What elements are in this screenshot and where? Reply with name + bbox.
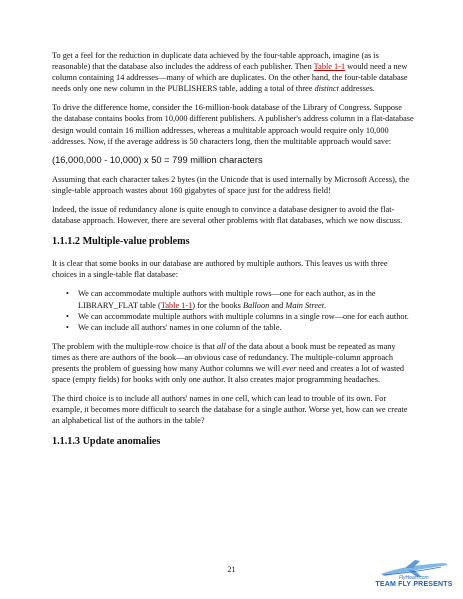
paragraph-multiple-row-problem — [52, 341, 414, 385]
emphasis-balloon: Balloon — [242, 300, 270, 310]
emphasis-ever: ever — [282, 363, 297, 373]
bullet-icon: • — [66, 311, 69, 321]
team-fly-caption: TEAM FLY PRESENTS — [375, 581, 453, 588]
text-segment: . — [324, 300, 327, 310]
choices-list — [52, 288, 414, 332]
text-segment: The problem with the multiple-row choice is that — [52, 341, 217, 351]
paragraph-third-choice: The third choice is to include all authors' names in one cell, which can lead to trouble of its own. For example, it becomes more difficult to search the database for a single author. Worse yet, how can we create an alphabetical list of the authors in the table? — [52, 394, 408, 426]
text-segment: would need a new column containing 14 addresses—many of which are duplicates. On the other hand, the four-table database needs only one new column in the PUBLISHERS table, adding a total of three — [52, 62, 408, 94]
table-1-1-link[interactable]: Table 1-1 — [313, 62, 346, 72]
paragraph-multiple-authors-intro: It is clear that some books in our database are authored by multiple authors. This leaves us with three choices in a single-table flat database: — [52, 259, 388, 280]
list-item — [66, 288, 414, 310]
bullet-icon: • — [66, 322, 69, 332]
list-item — [66, 311, 414, 322]
team-fly-logo — [375, 557, 453, 593]
page-number: 21 — [227, 565, 236, 574]
text-segment: need and creates a lot of wasted space (empty fields) for books with only one author. It also creates major programming headaches. — [52, 363, 405, 385]
list-item-text: We can accommodate multiple authors with multiple columns in a single row—one for each author. — [78, 311, 409, 321]
table-1-1-link[interactable]: Table 1-1 — [160, 300, 193, 310]
paragraph-publisher-address — [52, 50, 414, 94]
site-name: FlyHeart.com — [399, 575, 429, 581]
emphasis-distinct: distinct — [314, 84, 339, 94]
text-segment: We can accommodate multiple authors with multiple rows—one for each author, as in the LIBRARY_FLAT table ( — [78, 289, 376, 310]
text-segment: of the data about a book must be repeated as many times as there are authors of the book—an obvious case of redundancy. The multiple-column approach presents the problem of guessing how many Author columns we will — [52, 341, 396, 373]
bullet-icon: • — [66, 289, 69, 299]
paragraph-unicode-bytes: Assuming that each character takes 2 bytes (in the Unicode that is used internally by Microsoft Access), the single-table approach wastes about 160 gigabytes of space just for the address field! — [52, 174, 410, 195]
paragraph-redundancy: Indeed, the issue of redundancy alone is quite enough to convince a database designer to avoid the flat-database approach. However, there are several other problems with flat databases, which we now discuss. — [52, 205, 403, 226]
formula-line: (16,000,000 - 10,000) x 50 = 799 million characters — [52, 154, 263, 165]
text-segment: ) for the books — [192, 300, 243, 310]
list-item-text: We can include all authors' names in one column of the table. — [78, 322, 282, 332]
paragraph-library-of-congress: To drive the difference home, consider the 16-million-book database of the Library of Congress. Suppose the database contains books from 10,000 different publishers. A publisher's address column in a flat-database design would contain 16 million addresses, whereas a multitable approach would require only 10,000 addresses. Now, if the average address is 50 characters long, then the multitable approach would save: — [52, 103, 414, 146]
text-segment: addresses. — [338, 84, 375, 94]
emphasis-all: all — [216, 341, 226, 351]
emphasis-main-street: Main Street — [285, 300, 325, 310]
text-segment: To get a feel for the reduction in duplicate data achieved by the four-table approach, imagine (as is reasonable) that the database also includes the address of each publisher. Then — [52, 51, 379, 72]
section-heading-multiple-value: 1.1.1.2 Multiple-value problems — [52, 236, 190, 248]
text-segment: and — [269, 300, 286, 310]
page-content — [52, 50, 414, 458]
list-item — [66, 322, 414, 333]
section-heading-update-anomalies: 1.1.1.3 Update anomalies — [52, 436, 161, 448]
airplane-icon — [375, 557, 453, 581]
